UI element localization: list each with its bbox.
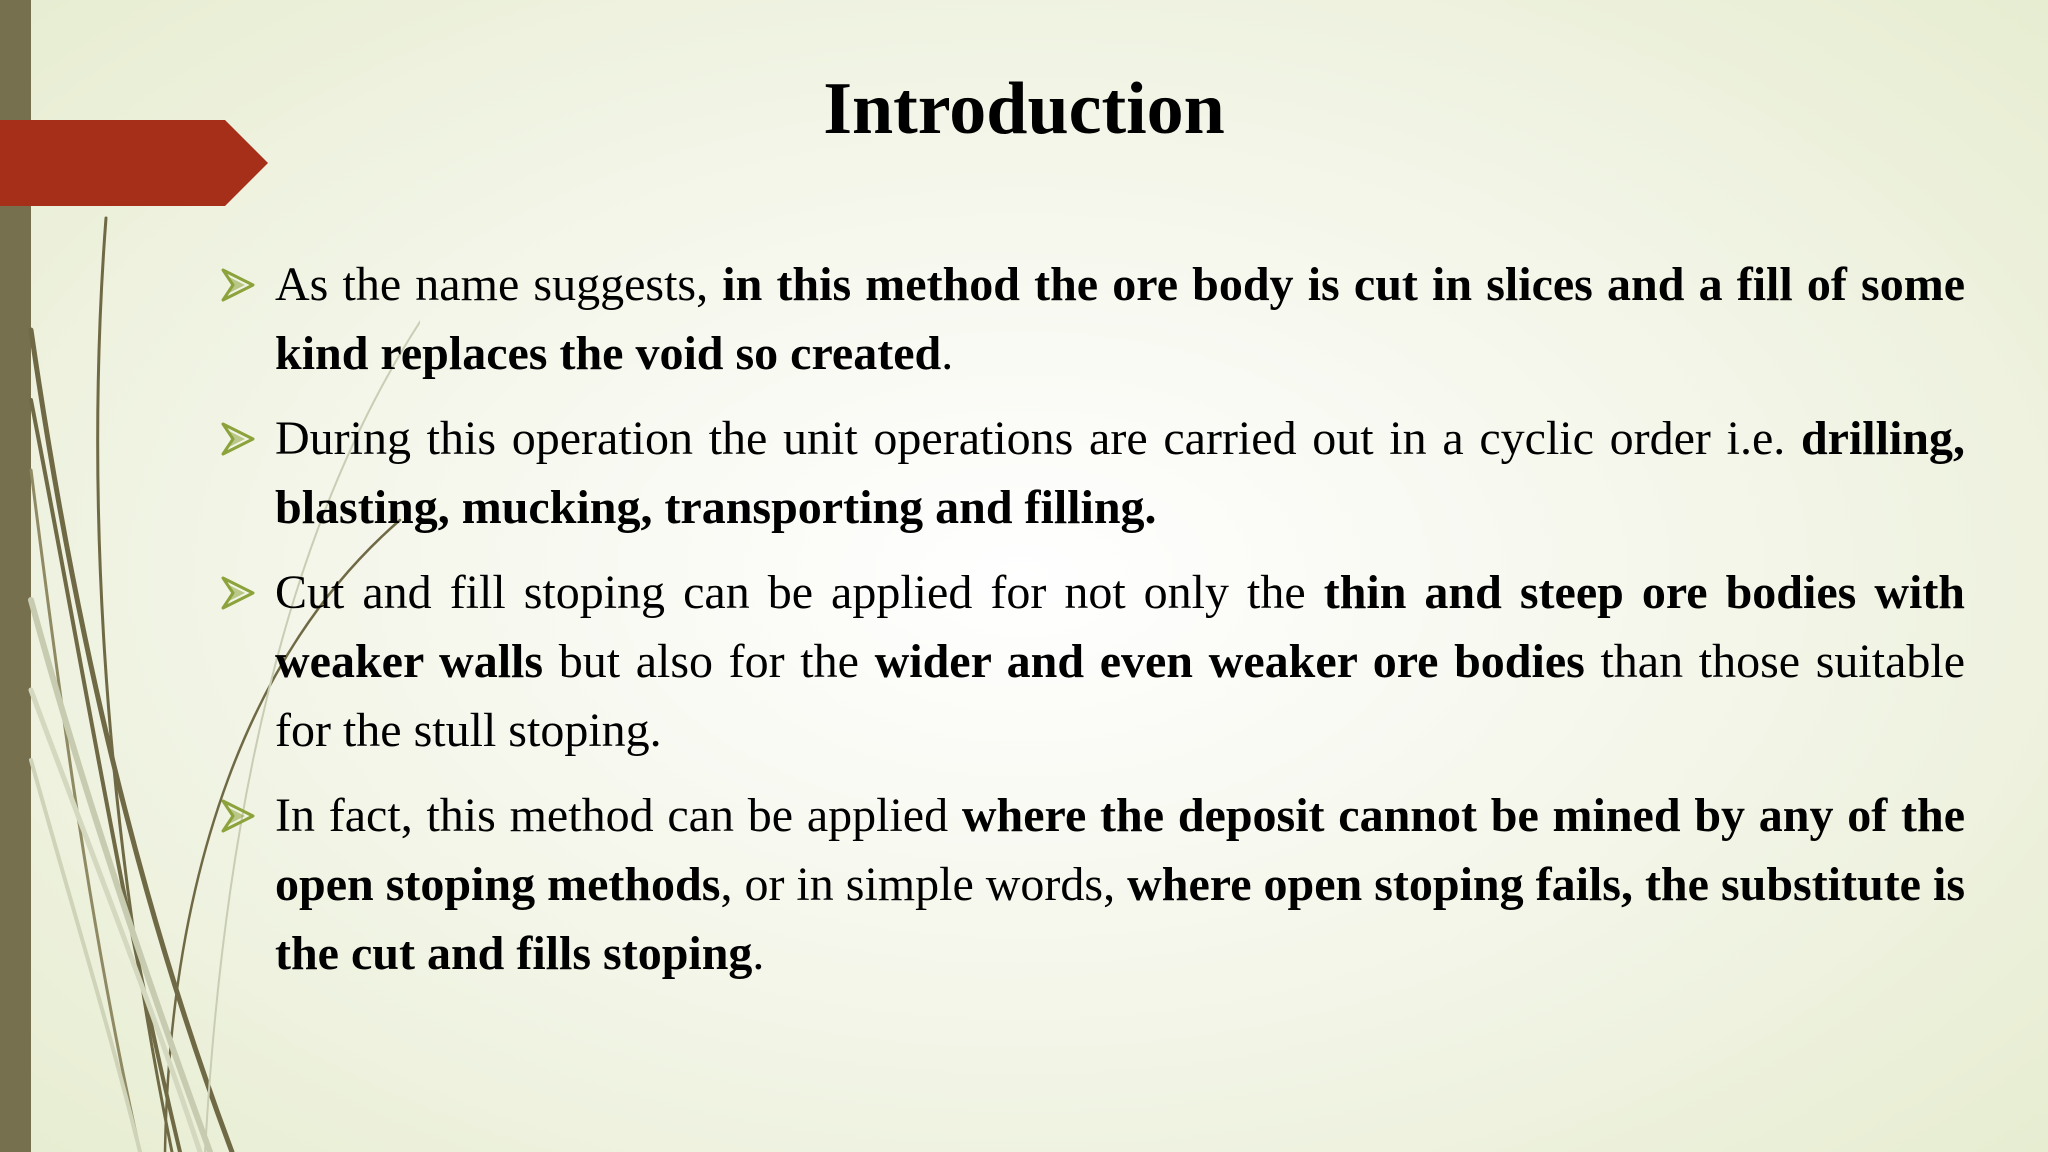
bullet-text-bold: in this method the ore body is cut in slices and a fill of some kind replaces the void so created [275,258,1966,380]
bullet-text: In fact, this method can be applied [275,789,962,842]
bullet-item [218,404,1965,542]
slide-title: Introduction [823,68,1225,150]
arrow-bullet-icon [221,576,255,610]
bullet-item [218,781,1965,988]
bullet-text-bold: drilling, blasting, mucking, transporting and filling. [275,412,1965,534]
bullet-text: . [941,327,954,380]
bullet-text-bold: where open stoping fails, the substitute is the cut and fills stoping [275,858,1965,980]
bullet-text-bold: thin and steep ore bodies with weaker walls [275,566,1966,688]
bullet-text: but also for the [543,635,875,688]
bullet-text: than those suitable for the stull stoping. [275,635,1966,757]
bullet-item [218,250,1965,388]
bullet-text: During this operation the unit operations are carried out in a cyclic order i.e. [275,412,1801,465]
bullet-text: . [752,927,765,980]
bullet-list [218,250,1965,1004]
arrow-bullet-icon [221,422,255,456]
bullet-text: As the name suggests, [275,258,723,311]
bullet-item [218,558,1965,765]
arrow-bullet-icon [221,268,255,302]
bullet-text-bold: wider and even weaker ore bodies [874,635,1585,688]
bullet-text: Cut and fill stoping can be applied for not only the [275,566,1324,619]
arrow-bullet-icon [221,799,255,833]
bullet-text: , or in simple words, [720,858,1128,911]
bullet-text-bold: where the deposit cannot be mined by any of the open stoping methods [275,789,1966,911]
